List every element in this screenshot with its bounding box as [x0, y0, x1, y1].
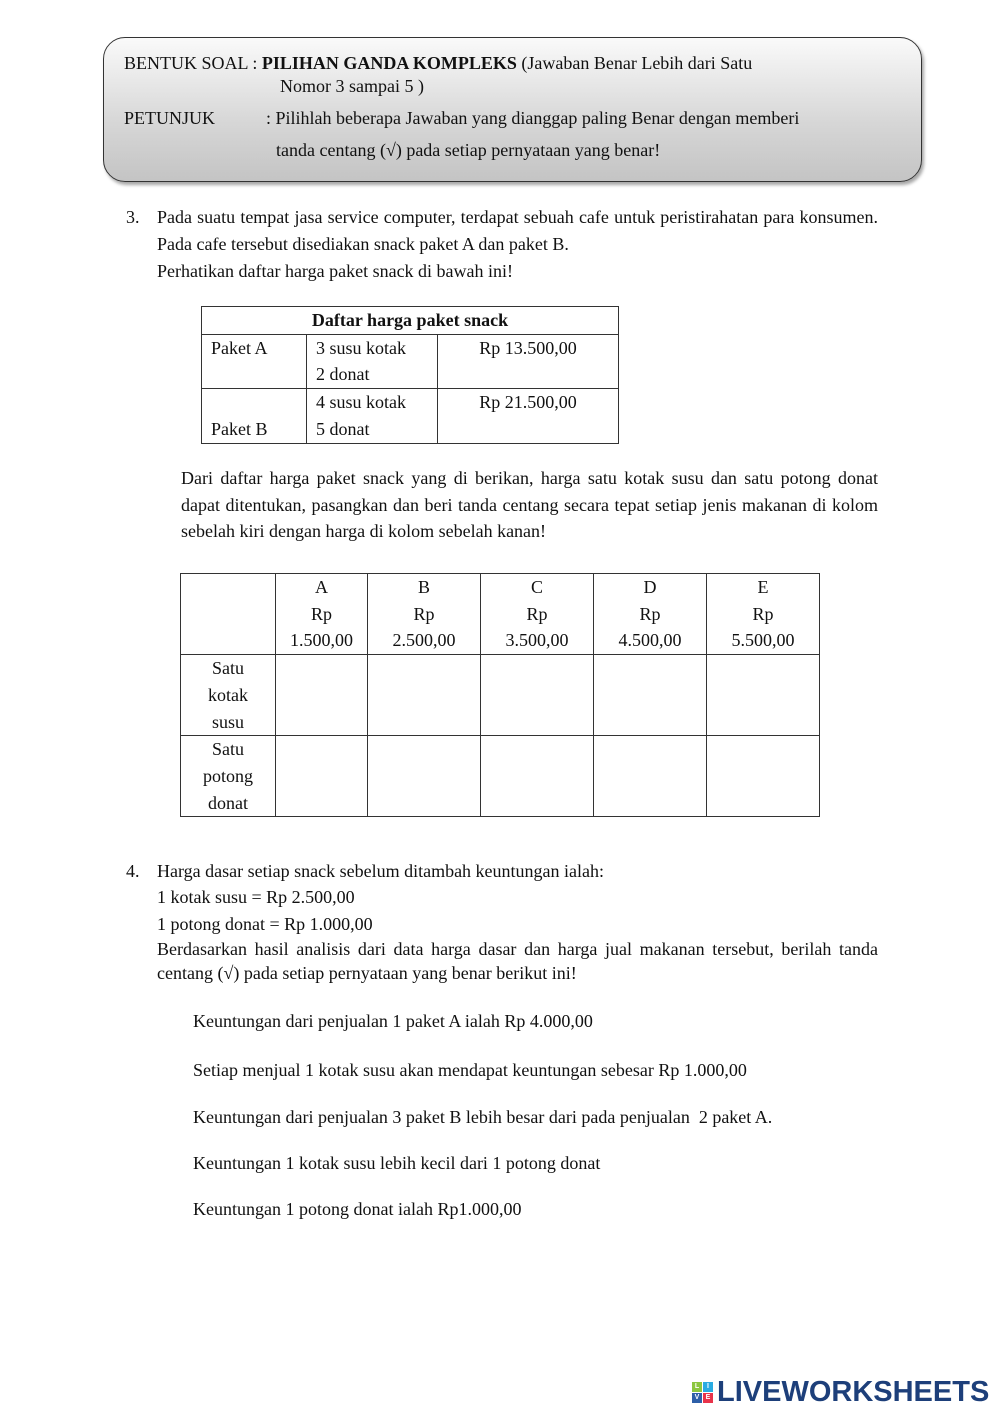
package-name: Paket B: [202, 389, 307, 443]
row-label-line: donat: [208, 792, 248, 813]
package-items: [307, 389, 438, 443]
base-price-susu: 1 kotak susu = Rp 2.500,00: [157, 887, 355, 907]
option-value: 4.500,00: [618, 630, 682, 651]
price-table: [201, 306, 619, 444]
option-currency: Rp: [752, 603, 774, 624]
package-item: 5 donat: [316, 418, 370, 439]
row-label-line: susu: [211, 711, 244, 732]
option-currency: Rp: [310, 603, 332, 624]
question-type-value: PILIHAN GANDA KOMPLEKS: [261, 53, 517, 73]
statement-5[interactable]: Keuntungan 1 potong donat ialah Rp1.000,00: [193, 1199, 522, 1219]
option-value: 1.500,00: [290, 630, 353, 651]
statement-3[interactable]: Keuntungan dari penjualan 3 paket B lebih besar dari pada penjualan 2 paket A.: [193, 1107, 773, 1127]
question-4-number: 4.: [126, 861, 140, 881]
option-value: 2.500,00: [392, 630, 456, 651]
check-cell-susu-a[interactable]: [276, 655, 368, 736]
question-type-label: BENTUK SOAL :: [124, 53, 262, 73]
package-name: Paket A: [202, 334, 307, 388]
statement-2[interactable]: Setiap menjual 1 kotak susu akan mendapat keuntungan sebesar Rp 1.000,00: [193, 1060, 747, 1080]
instruction-box: [103, 37, 922, 182]
logo-letter: I: [703, 1382, 713, 1392]
row-label-donat: [181, 736, 276, 817]
check-cell-donat-d[interactable]: [594, 736, 707, 817]
matching-instruction: Dari daftar harga paket snack yang di berikan, harga satu kotak susu dan satu potong donat dapat ditentukan, pasangkan dan beri tanda centang secara tepat setiap jenis makanan di kolom sebelah kiri dengan harga di kolom sebelah kanan!: [181, 468, 878, 542]
option-header-c: [481, 574, 594, 655]
price-table-title: Daftar harga paket snack: [202, 307, 619, 335]
option-letter: A: [315, 577, 328, 597]
statement-4[interactable]: Keuntungan 1 kotak susu lebih kecil dari 1 potong donat: [193, 1153, 601, 1173]
check-cell-susu-e[interactable]: [707, 655, 820, 736]
option-value: 3.500,00: [505, 630, 569, 651]
logo-letter: L: [692, 1382, 702, 1392]
option-currency: Rp: [526, 603, 548, 624]
table-row: [202, 334, 619, 388]
base-price-donat: 1 potong donat = Rp 1.000,00: [157, 914, 373, 934]
question-3-number: 3.: [126, 207, 140, 227]
row-label-line: potong: [202, 765, 253, 786]
question-type: [124, 52, 752, 74]
option-value: 5.500,00: [731, 630, 795, 651]
option-letter: B: [417, 577, 430, 597]
option-header-a: [276, 574, 368, 655]
matching-table: [180, 573, 820, 817]
table-row: [202, 389, 619, 443]
question-3-text: Pada suatu tempat jasa service computer, terdapat sebuah cafe untuk peristirahatan para konsumen. Pada cafe tersebut disediakan snack paket A dan paket B.: [157, 207, 878, 254]
check-cell-donat-c[interactable]: [481, 736, 594, 817]
option-currency: Rp: [639, 603, 661, 624]
logo-text: LIVEWORKSHEETS: [717, 1376, 990, 1408]
question-type-note-line2: Nomor 3 sampai 5 ): [280, 76, 424, 96]
check-cell-susu-c[interactable]: [481, 655, 594, 736]
instruction-text-line2: tanda centang (√) pada setiap pernyataan yang benar!: [276, 140, 661, 160]
table-header-row: [181, 574, 820, 655]
option-letter: E: [757, 577, 769, 597]
question-3-prompt: Perhatikan daftar harga paket snack di bawah ini!: [157, 261, 514, 281]
instruction-text: : Pilihlah beberapa Jawaban yang dianggap paling Benar dengan memberi: [266, 108, 800, 128]
question-type-note: (Jawaban Benar Lebih dari Satu: [516, 53, 753, 73]
row-label-line: Satu: [211, 658, 244, 679]
question-4-text: Harga dasar setiap snack sebelum ditambah keuntungan ialah:: [157, 861, 605, 881]
row-label-line: kotak: [208, 684, 248, 705]
option-currency: Rp: [413, 603, 435, 624]
option-header-b: [368, 574, 481, 655]
logo-icon: [692, 1382, 713, 1403]
check-cell-susu-b[interactable]: [368, 655, 481, 736]
option-letter: C: [530, 577, 543, 597]
package-item: 4 susu kotak: [316, 392, 406, 413]
logo-letter: V: [692, 1393, 702, 1403]
row-label-line: Satu: [211, 739, 244, 760]
table-row: [181, 736, 820, 817]
package-price: Rp 21.500,00: [438, 389, 619, 443]
instruction-label: PETUNJUK: [124, 108, 216, 128]
option-header-d: [594, 574, 707, 655]
corner-cell: [181, 574, 276, 655]
check-cell-donat-a[interactable]: [276, 736, 368, 817]
package-items: [307, 334, 438, 388]
check-cell-susu-d[interactable]: [594, 655, 707, 736]
package-price: Rp 13.500,00: [438, 334, 619, 388]
logo-letter: E: [703, 1393, 713, 1403]
statement-1[interactable]: Keuntungan dari penjualan 1 paket A ialah Rp 4.000,00: [193, 1011, 593, 1031]
table-row: [181, 655, 820, 736]
package-item: 3 susu kotak: [316, 337, 406, 358]
package-item: 2 donat: [316, 364, 370, 385]
liveworksheets-logo: [692, 1376, 989, 1409]
check-cell-donat-e[interactable]: [707, 736, 820, 817]
question-4-prompt: Berdasarkan hasil analisis dari data harga dasar dan harga jual makanan tersebut, berilah tanda centang (√) pada setiap pernyataan yang benar berikut ini!: [157, 939, 878, 983]
check-cell-donat-b[interactable]: [368, 736, 481, 817]
option-header-e: [707, 574, 820, 655]
row-label-susu: [181, 655, 276, 736]
option-letter: D: [643, 577, 657, 597]
